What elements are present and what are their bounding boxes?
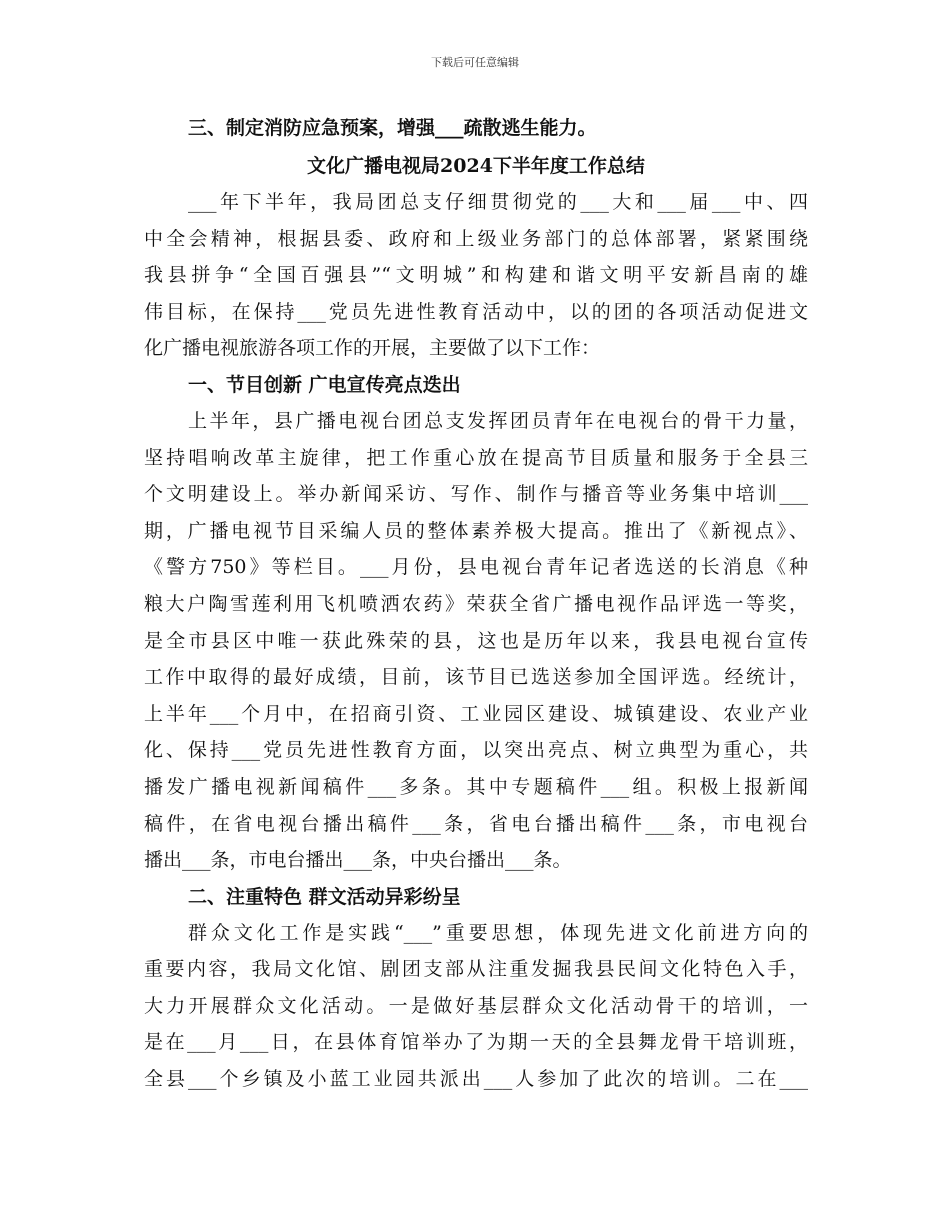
section1-line: 是全市县区中唯一获此殊荣的县，这也是历年以来，我县电视台宣传 [144,629,808,652]
header-note: 下载后可任意编辑 [431,56,519,69]
section1-line: 工作中取得的最好成绩，目前，该节目已选送参加全国评选。经统计， [144,666,808,689]
section1-line: 稿件，在省电视台播出稿件___条，省电台播出稿件___条，市电视台 [144,812,808,835]
section1-line: 期，广播电视节目采编人员的整体素养极大提高。推出了《新视点》、 [144,519,808,542]
section2-line: 全县___个乡镇及小蓝工业园共派出___人参加了此次的培训。二在___ [144,1068,808,1091]
document-body [144,110,808,1098]
section2-line: 群众文化工作是实践“___”重要思想，体现先进文化前进方向的 [188,921,808,944]
intro-paragraph [144,184,808,367]
section1-line: 播出___条，市电台播出___条，中央台播出___条。 [144,849,572,872]
doc-title: 文化广播电视局2024下半年度工作总结 [307,155,645,177]
section1-line: 化、保持___党员先进性教育方面，以突出亮点、树立典型为重心，共 [144,739,808,762]
intro-line: 化广播电视旅游各项工作的开展，主要做了以下工作： [144,337,601,360]
heading-top: 三、制定消防应急预案，增强___疏散逃生能力。 [188,117,597,139]
section2-line: 重要内容，我局文化馆、剧团支部从注重发掘我县民间文化特色入手， [144,958,808,981]
intro-line: 中全会精神，根据县委、政府和上级业务部门的总体部署，紧紧围绕 [144,227,808,250]
section1-paragraph [144,403,808,879]
intro-line: 我县拼争“全国百强县”“文明城”和构建和谐文明平安新昌南的雄 [144,264,808,287]
section1-line: 上半年___个月中，在招商引资、工业园区建设、城镇建设、农业产业 [144,702,808,725]
section2-line: 是在___月___日，在县体育馆举办了为期一天的全县舞龙骨干培训班， [144,1031,808,1054]
section1-line: 上半年，县广播电视台团总支发挥团员青年在电视台的骨干力量， [188,409,808,432]
intro-line: 伟目标，在保持___党员先进性教育活动中，以的团的各项活动促进文 [144,300,808,323]
section1-line: 粮大户陶雪莲利用飞机喷洒农药》荣获全省广播电视作品评选一等奖， [144,592,808,615]
section1-line: 坚持唱响改革主旋律，把工作重心放在提高节目质量和服务于全县三 [144,446,808,469]
section1-line: 个文明建设上。举办新闻采访、写作、制作与播音等业务集中培训___ [144,483,808,506]
intro-line: ___年下半年，我局团总支仔细贯彻党的___大和___届___中、四 [188,191,808,213]
section1-line: 《警方750》等栏目。___月份，县电视台青年记者选送的长消息《种 [144,556,808,579]
section1-title: 一、节目创新 广电宣传亮点迭出 [188,373,461,396]
section2-line: 大力开展群众文化活动。一是做好基层群众文化活动骨干的培训，一 [144,994,808,1017]
section2-paragraph [144,915,808,1098]
section2-title: 二、注重特色 群文活动异彩纷呈 [188,885,461,908]
section1-line: 播发广播电视新闻稿件___多条。其中专题稿件___组。积极上报新闻 [144,775,808,798]
